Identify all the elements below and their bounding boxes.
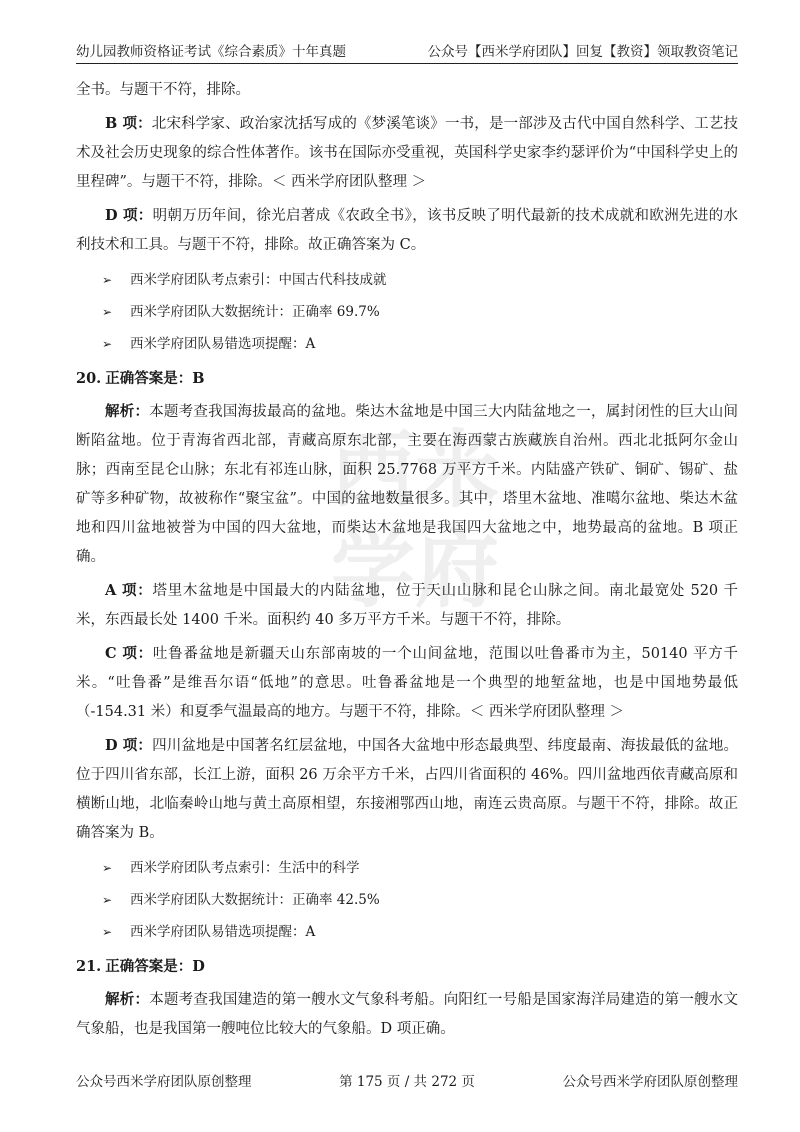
header-right: 公众号【西米学府团队】回复【教资】领取教资笔记 — [427, 44, 738, 60]
arrow-bullet-icon: ➢ — [102, 925, 113, 939]
list-item: ➢ 西米学府团队大数据统计：正确率 69.7% — [102, 296, 738, 328]
paragraph-option-c: C 项：吐鲁番盆地是新疆天山东部南坡的一个山间盆地，范围以吐鲁番市为主，50140 平方千米。“吐鲁番”是维吾尔语“低地”的意思。吐鲁番盆地是一个典型的地堑盆地，也是中国地势最低（-154.31 米）和夏季气温最高的地方。与题干不符，排除。＜ 西米学府团队整理 ＞ — [76, 645, 739, 720]
arrow-bullet-icon: ➢ — [102, 273, 113, 287]
arrow-bullet-icon: ➢ — [102, 893, 113, 907]
header-left: 幼儿园教师资格证考试《综合素质》十年真题 — [76, 44, 346, 60]
bullet-list — [76, 264, 738, 360]
watermark: 西米学府 — [330, 421, 499, 619]
list-item: ➢ 西米学府团队考点索引：生活中的科学 — [102, 852, 738, 884]
paragraph-analysis: 解析：本题考查我国海拔最高的盆地。柴达木盆地是中国三大内陆盆地之一，属封闭性的巨大山间断陷盆地。位于青海省西北部，青藏高原东北部，主要在海西蒙古族藏族自治州。西北北抵阿尔金山脉；西南至昆仑山脉；东北有祁连山脉，面积 25.7768 万平方千米。内陆盛产铁矿、铜矿、锡矿、盐矿等多种矿物，故被称作“聚宝盆”。中国的盆地数量很多。其中，塔里木盆地、准噶尔盆地、柴达木盆地和四川盆地被誉为中国的四大盆地，而柴达木盆地是我国四大盆地之中，地势最高的盆地。B 项正确。 — [76, 403, 739, 565]
list-item: ➢ 西米学府团队易错选项提醒：A — [102, 916, 738, 948]
footer-left: 公众号西米学府团队原创整理 — [76, 1074, 252, 1090]
paragraph-option-d: D 项：明朝万历年间，徐光启著成《农政全书》，该书反映了明代最新的技术成就和欧洲先进的水利技术和工具。与题干不符，排除。故正确答案为 C。 — [76, 207, 739, 253]
list-item: ➢ 西米学府团队考点索引：中国古代科技成就 — [102, 264, 738, 296]
page-number: 第 175 页 / 共 272 页 — [339, 1074, 475, 1090]
arrow-bullet-icon: ➢ — [102, 305, 113, 319]
page-header — [76, 40, 738, 64]
list-item: ➢ 西米学府团队易错选项提醒：A — [102, 328, 738, 360]
question-answer-heading: 20. 正确答案是：B — [76, 370, 205, 387]
arrow-bullet-icon: ➢ — [102, 337, 113, 351]
question-answer-heading: 21. 正确答案是：D — [76, 958, 205, 975]
page-footer — [76, 1070, 738, 1090]
paragraph-option-b: B 项：北宋科学家、政治家沈括写成的《梦溪笔谈》一书，是一部涉及古代中国自然科学、工艺技术及社会历史现象的综合性体著作。该书在国际亦受重视，英国科学史家李约瑟评价为“中国科学史上的里程碑”。与题干不符，排除。＜ 西米学府团队整理 ＞ — [76, 115, 738, 190]
paragraph-option-d: D 项：四川盆地是中国著名红层盆地，中国各大盆地中形态最典型、纬度最南、海拔最低的盆地。位于四川省东部，长江上游，面积 26 万余平方千米，占四川省面积的 46%。四川盆地西依青藏高原和横断山地，北临秦岭山地与黄土高原相望，东接湘鄂西山地，南连云贵高原。与题干不符，排除。故正确答案为 B。 — [76, 737, 738, 841]
page-content — [76, 76, 738, 1048]
footer-right: 公众号西米学府团队原创整理 — [562, 1074, 738, 1090]
list-item: ➢ 西米学府团队大数据统计：正确率 42.5% — [102, 884, 738, 916]
paragraph-analysis: 解析：本题考查我国建造的第一艘水文气象科考船。向阳红一号船是国家海洋局建造的第一艘水文气象船，也是我国第一艘吨位比较大的气象船。D 项正确。 — [76, 991, 739, 1037]
arrow-bullet-icon: ➢ — [102, 861, 113, 875]
paragraph-option-a: A 项：塔里木盆地是中国最大的内陆盆地，位于天山山脉和昆仑山脉之间。南北最宽处 520 千米，东西最长处 1400 千米。面积约 40 多万平方千米。与题干不符，排除。 — [76, 582, 738, 628]
paragraph: 全书。与题干不符，排除。 — [76, 82, 250, 98]
bullet-list — [76, 852, 738, 948]
